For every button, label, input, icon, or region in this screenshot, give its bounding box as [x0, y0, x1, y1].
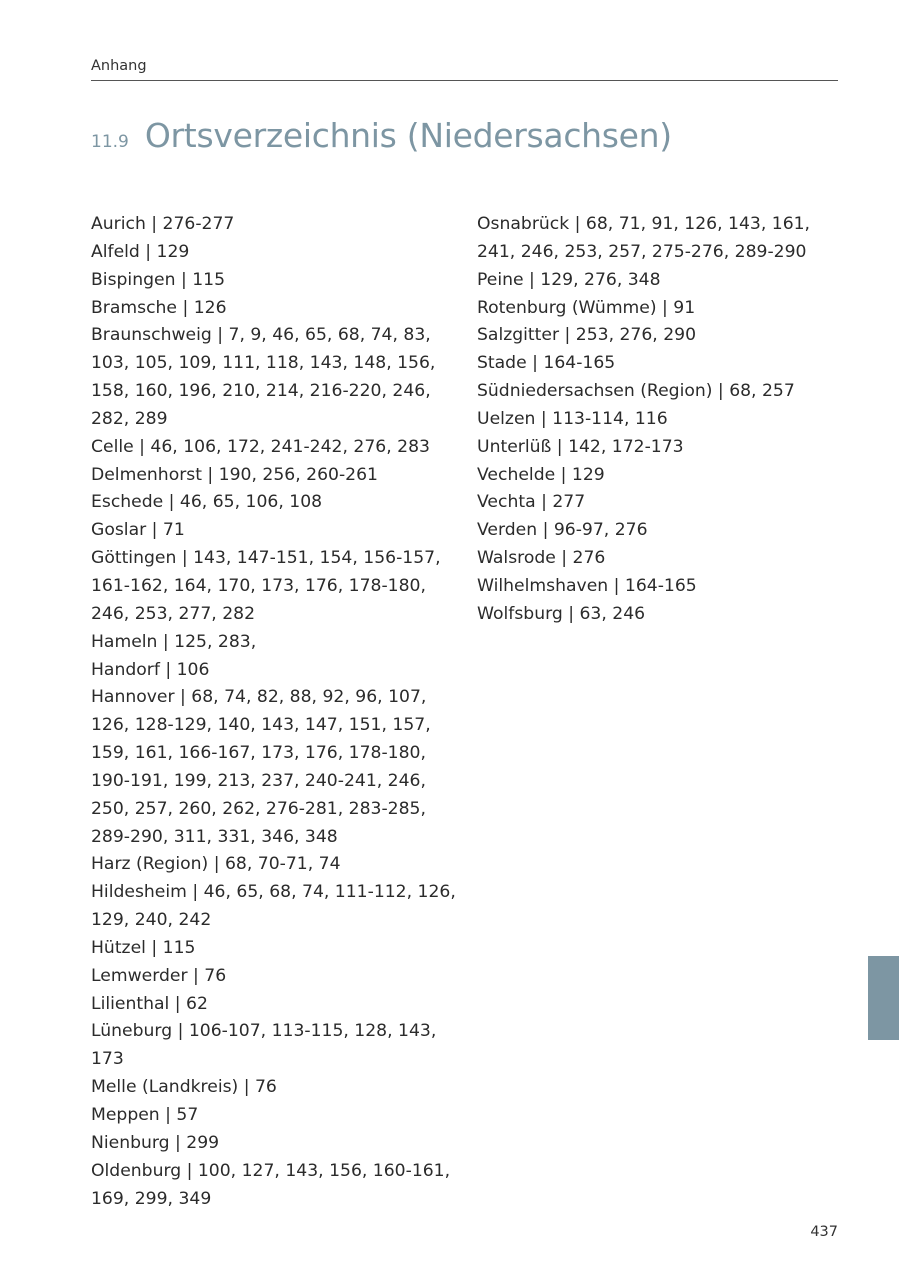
index-entry: Wolfsburg | 63, 246	[477, 603, 646, 624]
index-entry: Hameln | 125, 283,	[91, 631, 257, 652]
index-entry: Stade | 164-165	[477, 353, 616, 374]
index-entry: Göttingen | 143, 147-151, 154, 156-157, 161-162, 164, 170, 173, 176, 178-180, 246, 253, 277, 282	[91, 548, 441, 624]
index-entry: Vechta | 277	[477, 492, 586, 513]
index-entry: Nienburg | 299	[91, 1132, 220, 1153]
index-entry: Braunschweig | 7, 9, 46, 65, 68, 74, 83, 103, 105, 109, 111, 118, 143, 148, 156, 158, 160, 196, 210, 214, 216-220, 246, 282, 289	[91, 325, 436, 429]
index-entry: Oldenburg | 100, 127, 143, 156, 160-161, 169, 299, 349	[91, 1160, 451, 1209]
index-entry: Handorf | 106	[91, 659, 210, 680]
section-number: 11.9	[91, 132, 129, 152]
index-entry: Bramsche | 126	[91, 297, 227, 318]
index-entry: Eschede | 46, 65, 106, 108	[91, 492, 323, 513]
index-entry: Bispingen | 115	[91, 269, 226, 290]
index-entry: Wilhelmshaven | 164-165	[477, 575, 697, 596]
page-number: 437	[810, 1224, 838, 1240]
index-entry: Peine | 129, 276, 348	[477, 269, 661, 290]
index-entry: Lüneburg | 106-107, 113-115, 128, 143, 173	[91, 1021, 437, 1070]
index-entry: Celle | 46, 106, 172, 241-242, 276, 283	[91, 436, 430, 457]
index-entry: Aurich | 276-277	[91, 214, 235, 234]
index-entry: Goslar | 71	[91, 520, 185, 541]
section-heading	[91, 116, 672, 155]
index-entry: Lemwerder | 76	[91, 965, 227, 986]
index-entry: Lilienthal | 62	[91, 993, 208, 1014]
index-entry: Südniedersachsen (Region) | 68, 257	[477, 381, 795, 402]
index-column-right	[477, 211, 847, 629]
index-entry: Verden | 96-97, 276	[477, 520, 648, 541]
index-entry: Harz (Region) | 68, 70-71, 74	[91, 854, 341, 875]
index-entry: Vechelde | 129	[477, 464, 605, 485]
index-entry: Hildesheim | 46, 65, 68, 74, 111-112, 126, 129, 240, 242	[91, 882, 456, 931]
index-entry: Unterlüß | 142, 172-173	[477, 436, 684, 457]
index-entry: Walsrode | 276	[477, 548, 606, 569]
index-entry: Delmenhorst | 190, 256, 260-261	[91, 464, 378, 485]
index-entry: Alfeld | 129	[91, 241, 190, 262]
running-head: Anhang	[91, 58, 838, 81]
index-entry: Hannover | 68, 74, 82, 88, 92, 96, 107, 126, 128-129, 140, 143, 147, 151, 157, 159, 161, 166-167, 173, 176, 178-180, 190-191, 199, 213, 237, 240-241, 246, 250, 257, 260, 262, 276-281, 283-285, 289-290, 311, 331, 346, 348	[91, 687, 431, 847]
index-entry: Salzgitter | 253, 276, 290	[477, 325, 697, 346]
chapter-thumb-tab	[868, 956, 899, 1040]
index-entry: Osnabrück | 68, 71, 91, 126, 143, 161, 241, 246, 253, 257, 275-276, 289-290	[477, 214, 811, 262]
section-title: Ortsverzeichnis (Niedersachsen)	[144, 116, 672, 155]
index-entry: Hützel | 115	[91, 937, 196, 958]
index-entry: Meppen | 57	[91, 1105, 199, 1125]
index-entry: Rotenburg (Wümme) | 91	[477, 297, 696, 318]
index-entry: Melle (Landkreis) | 76	[91, 1077, 277, 1098]
index-entry: Uelzen | 113-114, 116	[477, 408, 668, 429]
index-column-left	[91, 211, 463, 1213]
